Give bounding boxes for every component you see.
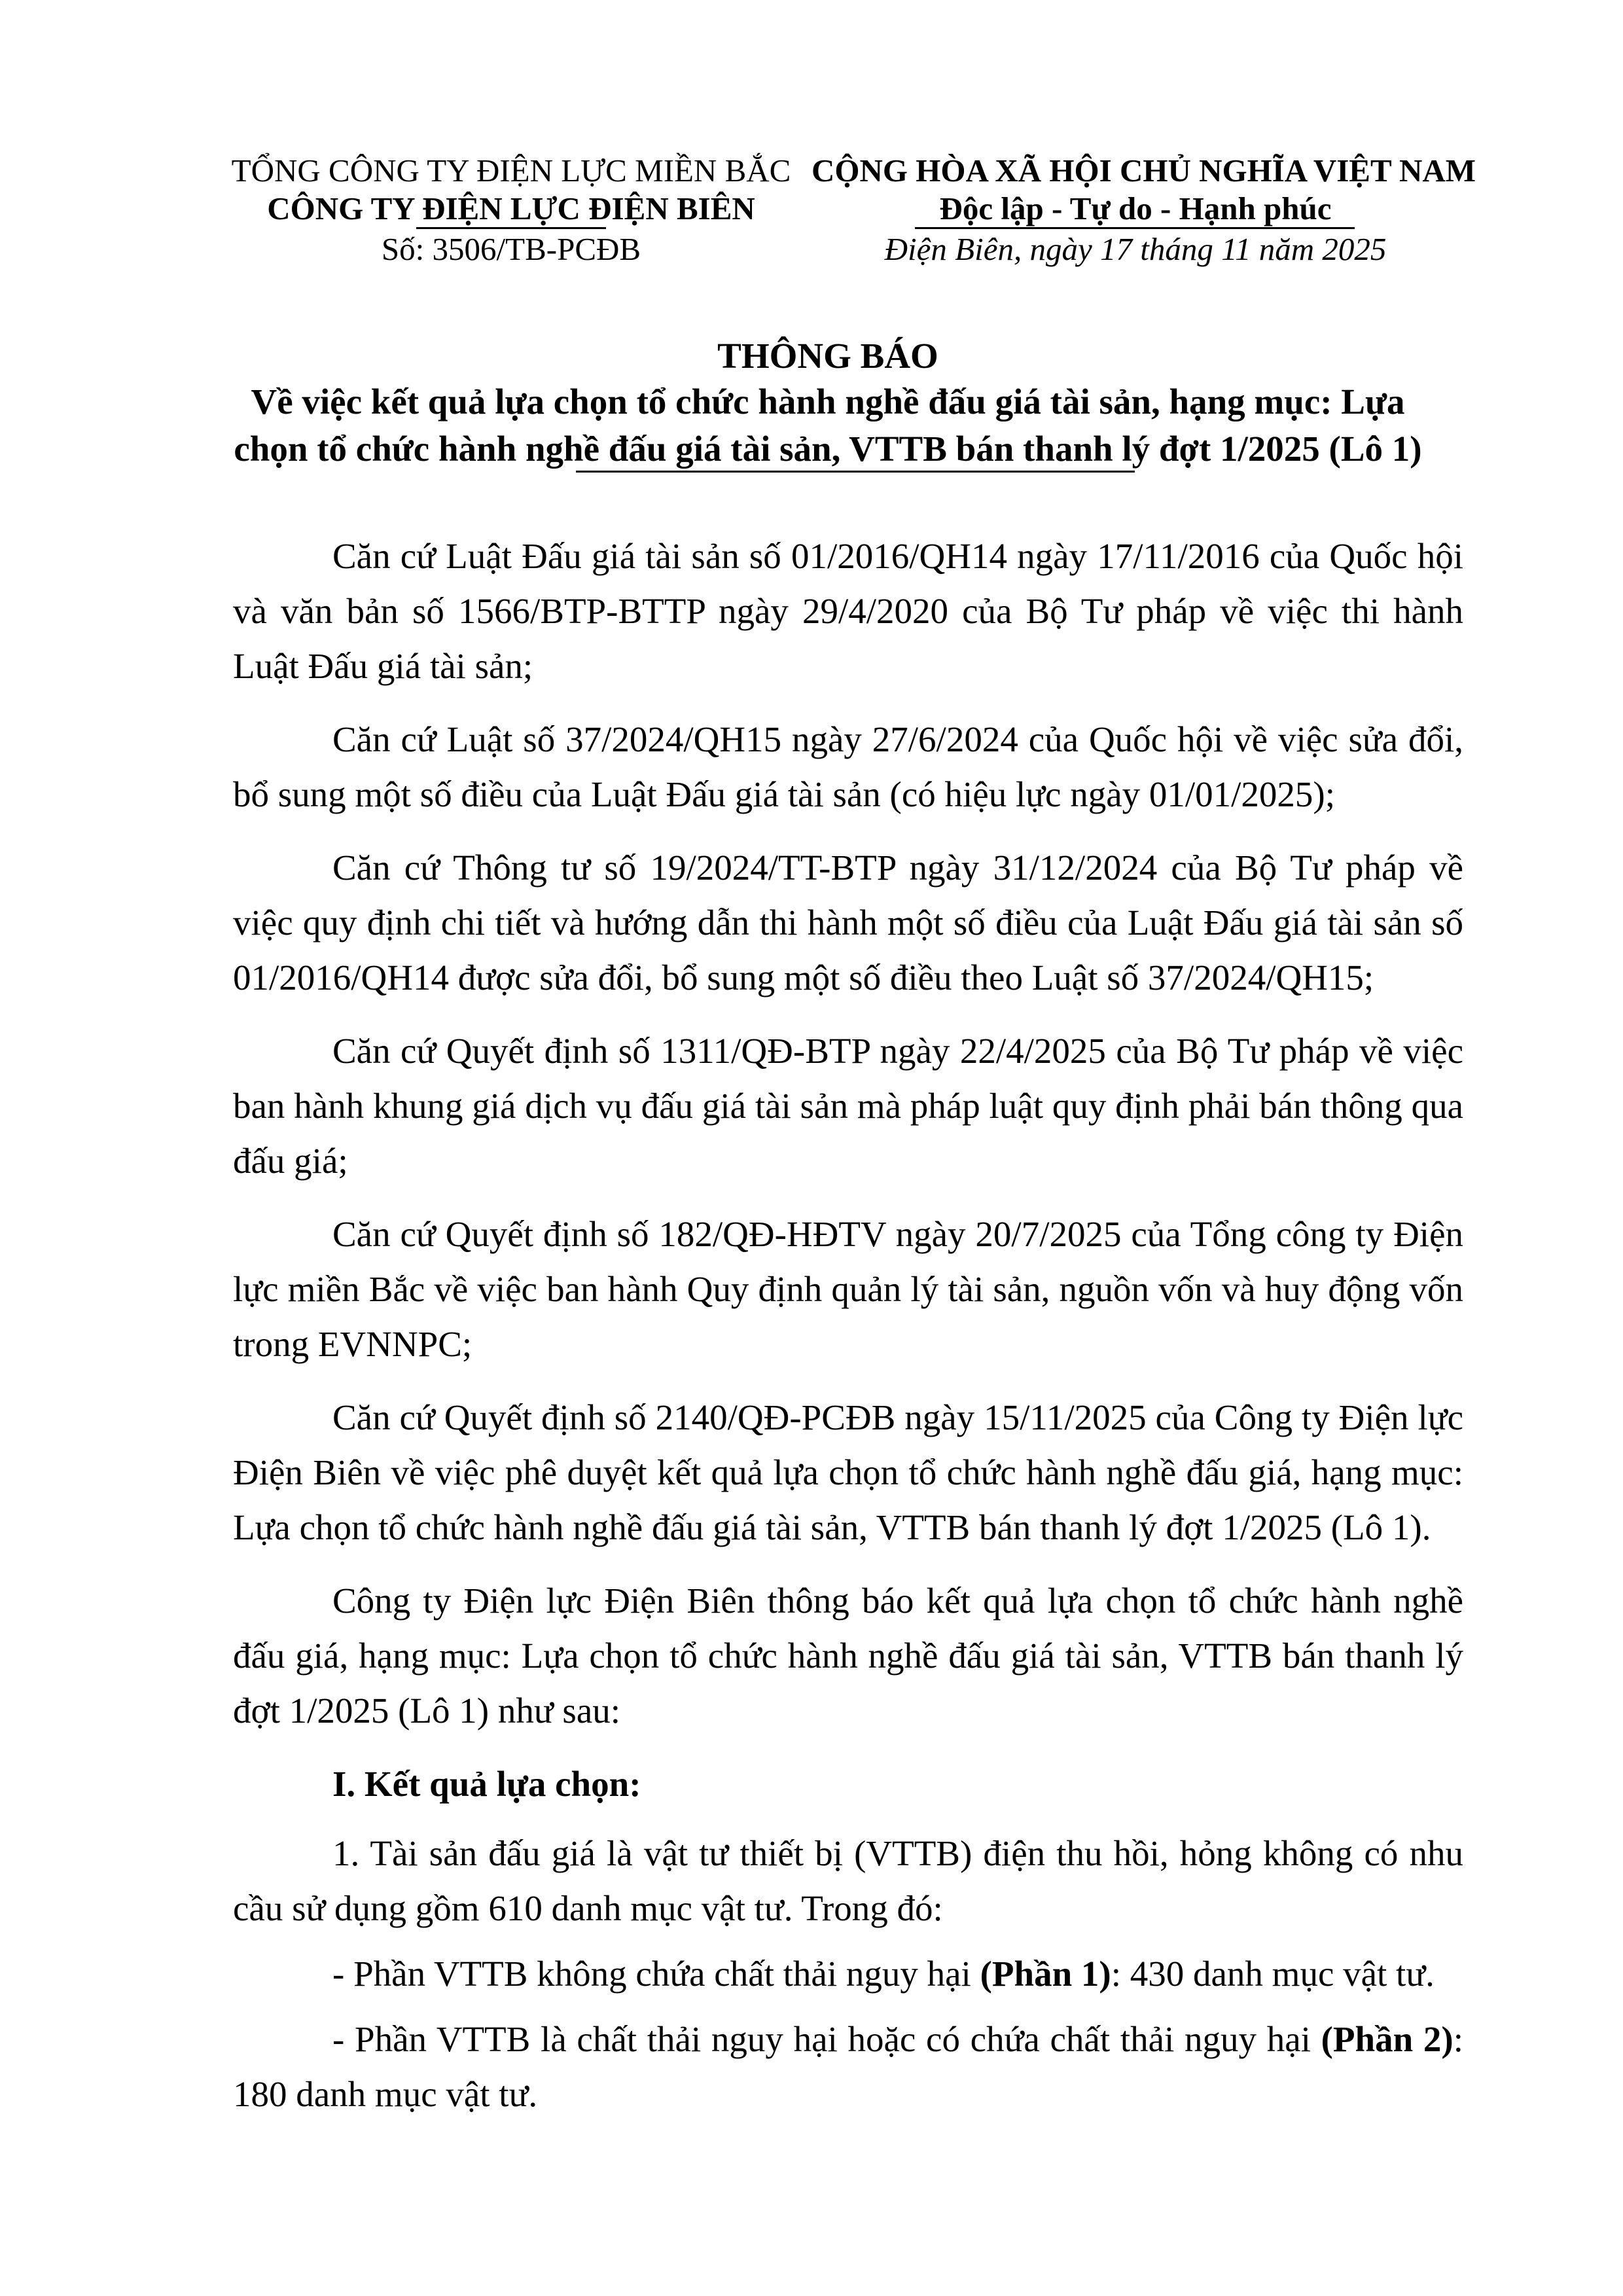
document-body [233, 529, 1463, 2132]
section-i-item-1: 1. Tài sản đấu giá là vật tư thiết bị (VTTB) điện thu hồi, hỏng không có nhu cầu sử dụng gồm 610 danh mục vật tư. Trong đó: [233, 1833, 1463, 1928]
legal-basis-4: Căn cứ Quyết định số 1311/QĐ-BTP ngày 22/4/2025 của Bộ Tư pháp về việc ban hành khung giá dịch vụ đấu giá tài sản mà pháp luật quy định phải bán thông qua đấu giá; [233, 1031, 1463, 1181]
subject-underline [576, 471, 1135, 473]
notice-subject-line-2: chọn tổ chức hành nghề đấu giá tài sản, VTTB bán thanh lý đợt 1/2025 (Lô 1) [234, 429, 1422, 469]
legal-basis-1: Căn cứ Luật Đấu giá tài sản số 01/2016/QH14 ngày 17/11/2016 của Quốc hội và văn bản số 1566/BTP-BTTP ngày 29/4/2020 của Bộ Tư pháp về việc thi hành Luật Đấu giá tài sản; [233, 536, 1463, 686]
place-and-date: Điện Biên, ngày 17 tháng 11 năm 2025 [884, 231, 1387, 267]
issuing-organization: CÔNG TY ĐIỆN LỰC ĐIỆN BIÊN [267, 190, 755, 226]
motto-underline [915, 227, 1355, 229]
part-1-text: - Phần VTTB không chứa chất thải nguy hại [332, 1954, 980, 1994]
org-underline [416, 227, 606, 229]
legal-basis-6: Căn cứ Quyết định số 2140/QĐ-PCĐB ngày 15/11/2025 của Công ty Điện lực Điện Biên về việc phê duyệt kết quả lựa chọn tổ chức hành nghề đấu giá, hạng mục: Lựa chọn tổ chức hành nghề đấu giá tài sản, VTTB bán thanh lý đợt 1/2025 (Lô 1). [233, 1397, 1463, 1547]
part-2-text: - Phần VTTB là chất thải nguy hại hoặc có chứa chất thải nguy hại [332, 2019, 1321, 2059]
section-i-part-1 [233, 1946, 1463, 2001]
document-number: Số: 3506/TB-PCĐB [381, 231, 641, 267]
part-2-label: (Phần 2) [1321, 2019, 1454, 2059]
announcement-intro: Công ty Điện lực Điện Biên thông báo kết quả lựa chọn tổ chức hành nghề đấu giá, hạng mục: Lựa chọn tổ chức hành nghề đấu giá tài sản, VTTB bán thanh lý đợt 1/2025 (Lô 1) như sau: [233, 1581, 1463, 1731]
part-1-label: (Phần 1) [980, 1954, 1111, 1994]
section-i-heading: I. Kết quả lựa chọn: [332, 1764, 641, 1804]
notice-title: THÔNG BÁO [717, 336, 938, 376]
part-1-count: : 430 danh mục vật tư. [1111, 1954, 1435, 1994]
legal-basis-2: Căn cứ Luật số 37/2024/QH15 ngày 27/6/2024 của Quốc hội về việc sửa đổi, bổ sung một số điều của Luật Đấu giá tài sản (có hiệu lực ngày 01/01/2025); [233, 719, 1463, 814]
national-motto: Độc lập - Tự do - Hạnh phúc [939, 190, 1332, 226]
parent-organization: TỔNG CÔNG TY ĐIỆN LỰC MIỀN BẮC [231, 152, 791, 188]
legal-basis-5: Căn cứ Quyết định số 182/QĐ-HĐTV ngày 20/7/2025 của Tổng công ty Điện lực miền Bắc về việc ban hành Quy định quản lý tài sản, nguồn vốn và huy động vốn trong EVNNPC; [233, 1214, 1463, 1364]
document-header [0, 0, 1623, 288]
notice-subject-line-1: Về việc kết quả lựa chọn tổ chức hành nghề đấu giá tài sản, hạng mục: Lựa [251, 382, 1405, 422]
national-title: CỘNG HÒA XÃ HỘI CHỦ NGHĨA VIỆT NAM [812, 152, 1476, 188]
part-2-count: : 180 danh mục vật tư. [233, 2019, 1463, 2114]
section-i-part-2 [233, 2012, 1463, 2122]
legal-basis-3: Căn cứ Thông tư số 19/2024/TT-BTP ngày 31/12/2024 của Bộ Tư pháp về việc quy định chi tiết và hướng dẫn thi hành một số điều của Luật Đấu giá tài sản số 01/2016/QH14 được sửa đổi, bổ sung một số điều theo Luật số 37/2024/QH15; [233, 848, 1463, 997]
